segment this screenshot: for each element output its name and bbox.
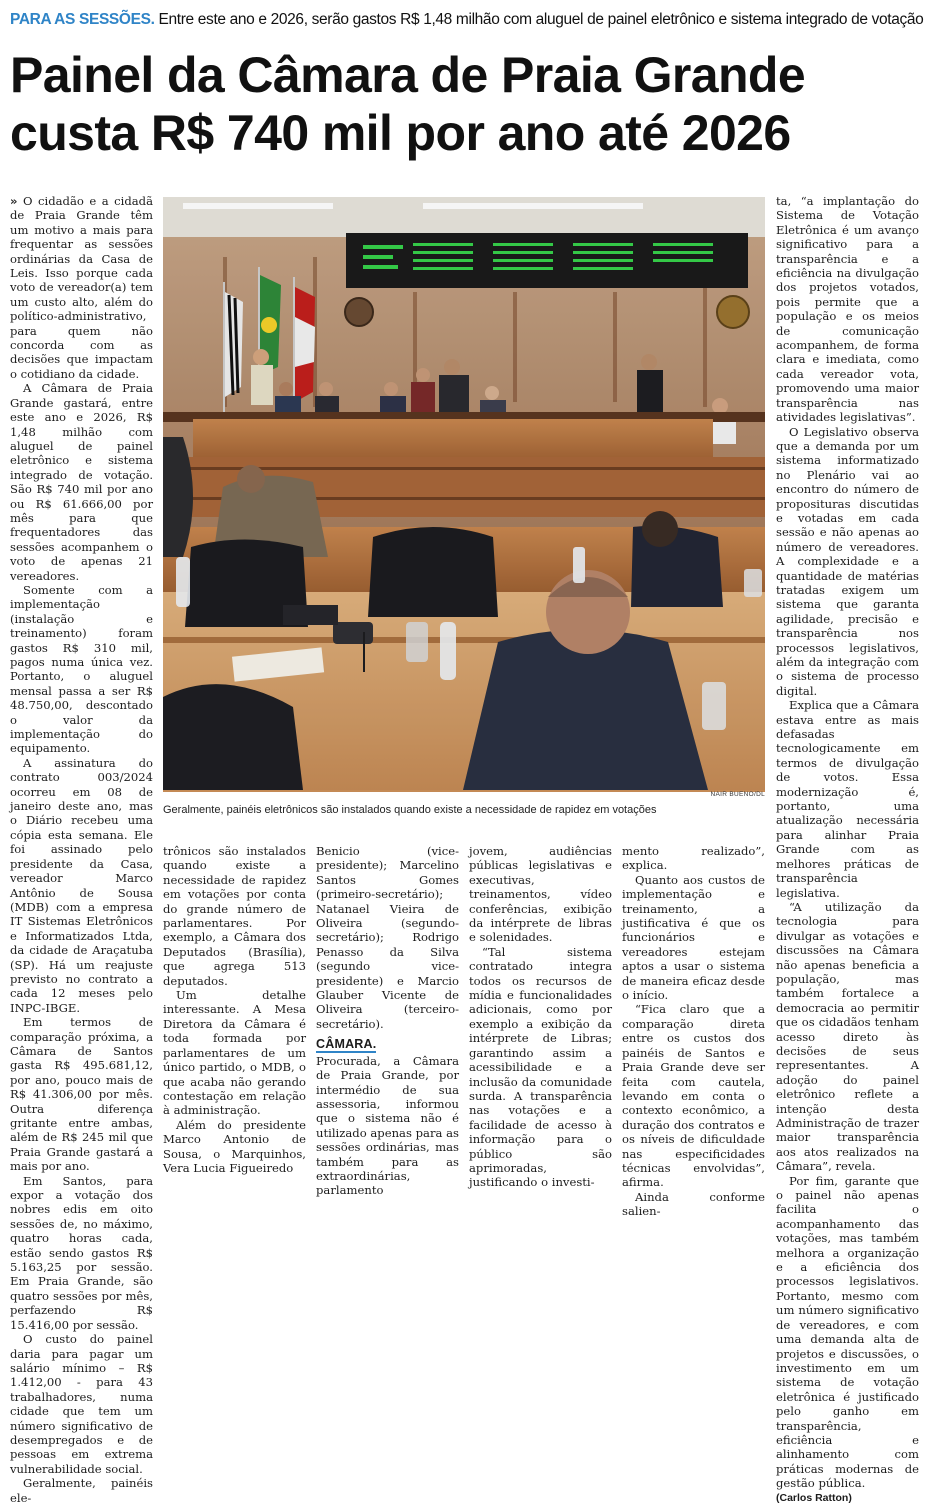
plenary-photo bbox=[163, 197, 765, 790]
paragraph: » O cidadão e a cidadã de Praia Grande têm um motivo a mais para frequentar as sessões ordinárias da Casa de Leis. Isso porque cada voto de vereador(a) tem um custo alto, além do político-administrativo, para quem não concorda com as decisões que impactam o cotidiano da cidade. bbox=[10, 194, 153, 381]
paragraph: Geralmente, painéis ele- bbox=[10, 1476, 153, 1505]
article-column-2 bbox=[163, 844, 306, 1175]
paragraph: jovem, audiências públicas legislativas e executivas, treinamentos, vídeo conferências, exibição da intérprete de libras e solenidades. bbox=[469, 844, 612, 945]
paragraph: Além do presidente Marco Antonio de Sousa, o Marquinhos, Vera Lucia Figueiredo bbox=[163, 1117, 306, 1175]
deck-text: Entre este ano e 2026, serão gastos R$ 1,48 milhão com aluguel de painel eletrônico e sistema integrado de votação bbox=[154, 11, 924, 28]
headline-line-2: custa R$ 740 mil por ano até 2026 bbox=[10, 105, 791, 161]
paragraph: ta, “a implantação do Sistema de Votação Eletrônica é um avanço significativo para a transparência e a eficiência na divulgação dos projetos votados, pois permite que a população e os meios de comunicação acompanhem, de forma clara e imediata, como cada vereador vota, promovendo uma maior transparência nas atividades legislativas”. bbox=[776, 194, 919, 425]
paragraph: trônicos são instalados quando existe a necessidade de rapidez em votações por conta do grande número de parlamentares. Por exemplo, a Câmara dos Deputados (Brasília), que agrega 513 deputados. bbox=[163, 844, 306, 988]
article-column-3 bbox=[316, 844, 459, 1198]
kicker-line bbox=[10, 9, 925, 33]
article-column-5 bbox=[622, 844, 765, 1219]
paragraph: mento realizado”, explica. bbox=[622, 844, 765, 873]
headline bbox=[10, 46, 925, 162]
article-column-4 bbox=[469, 844, 612, 1190]
paragraph: Quanto aos custos de implementação e treinamento, a justificativa é que os funcionários e vereadores estejam aptos a usar o sistema de maneira eficaz desde o início. bbox=[622, 872, 765, 1003]
paragraph: Explica que a Câmara estava entre as mais defasadas tecnologicamente em termos de divulgação de votos. Essa modernização é, portanto, uma atualização necessária para alinhar Praia Grande com as melhores práticas de transparência legislativa. bbox=[776, 698, 919, 900]
article-column-6 bbox=[776, 194, 919, 1504]
paragraph: “Tal sistema contratado integra todos os recursos de mídia e funcionalidades adicionais, como por exemplo a exibição da intérprete de Libras; garantindo assim a acessibilidade e a inclusão da comunidade surda. A transparência nas votações e a facilidade de acesso à informação para o público são aprimoradas, justificando o investi- bbox=[469, 944, 612, 1190]
paragraph: Somente com a implementação (instalação e treinamento) foram gastos R$ 310 mil, pagos numa única vez. Portanto, o aluguel mensal passa a ser R$ 48.750,00, descontado o valor da implementação do equipamento. bbox=[10, 582, 153, 756]
paragraph: Ainda conforme salien- bbox=[622, 1189, 765, 1219]
paragraph: “A utilização da tecnologia para divulgar as votações e discussões na Câmara não apenas beneficia a população, mas também fortalece a democracia ao permitir que os cidadãos tenham acesso direto às decisões de seus representantes. A adoção do painel eletrônico reflete a intenção desta Administração de trazer maior transparência aos atos realizados na Câmara”, revela. bbox=[776, 899, 919, 1174]
subhead: CÂMARA. bbox=[316, 1037, 377, 1052]
author-signature: (Carlos Ratton) bbox=[776, 1491, 852, 1504]
paragraph: “Fica claro que a comparação direta entre os custos dos painéis de Santos e Praia Grande deve ser feita com cautela, levando em conta o contexto econômico, a duração dos contratos e os níveis de dificuldade nas especificidades técnicas envolvidas”, afirma. bbox=[622, 1002, 765, 1190]
paragraph: Procurada, a Câmara de Praia Grande, por intermédio de sua assessoria, informou que o sistema não é utilizado apenas para as sessões ordinárias, mas também para as extraordinárias, parlamento bbox=[316, 1053, 459, 1198]
paragraph: Um detalhe interessante. A Mesa Diretora da Câmara é toda formada por parlamentares de um único partido, o MDB, o que acaba não gerando contestação em relação à administração. bbox=[163, 988, 306, 1118]
arrow-icon: » bbox=[10, 194, 18, 208]
photo-caption: Geralmente, painéis eletrônicos são instalados quando existe a necessidade de rapidez em votações bbox=[163, 804, 657, 816]
paragraph: Benicio (vice-presidente); Marcelino Santos Gomes (primeiro-secretário); Natanael Vieira de Oliveira (segundo-secretário); Rodrigo Penasso da Silva (segundo vice-presidente) e Marcio Glauber Vicente de Oliveira (terceiro-secretário). bbox=[316, 844, 459, 1031]
section-tag: PARA AS SESSÕES. bbox=[10, 11, 155, 28]
photo-credit: NAIR BUENO/DL bbox=[710, 791, 765, 798]
paragraph: Por fim, garante que o painel não apenas facilita o acompanhamento das votações, mas também melhora a organização e a eficiência dos processos legislativos. Portanto, mesmo com um número significativo de vereadores, e com uma demanda alta de projetos e discussões, o investimento em um sistema de votação eletrônica é justificado pelo ganho em transparência, eficiência e alinhamento com práticas modernas de gestão pública. bbox=[776, 1173, 919, 1491]
paragraph: Em Santos, para expor a votação dos nobres edis em oito sessões de, no máximo, quatro horas cada, estão sendo gastos R$ 5.163,25 por sessão. Em Praia Grande, são quatro sessões por mês, perfazendo R$ 15.416,00 por sessão. bbox=[10, 1173, 153, 1332]
paragraph: A Câmara de Praia Grande gastará, entre este ano e 2026, R$ 1,48 milhão com aluguel de painel eletrônico e sistema integrado de votação. São R$ 740 mil por ano ou R$ 61.666,00 por mês para que frequentadores das sessões acompanhem o voto de apenas 21 vereadores. bbox=[10, 381, 153, 583]
article-column-1 bbox=[10, 194, 153, 1505]
headline-line-1: Painel da Câmara de Praia Grande bbox=[10, 47, 806, 103]
paragraph: Em termos de comparação próxima, a Câmara de Santos gasta R$ 495.681,12, por ano, pouco mais de R$ 41.306,00 por mês. Outra diferença gritante entre ambas, além de R$ 245 mil que Praia Grande gastará a mais por ano. bbox=[10, 1015, 153, 1174]
paragraph: O Legislativo observa que a demanda por um sistema informatizado no Plenário vai ao encontro do número de proposituras discutidas e votadas em cada sessão e não apenas ao número de vereadores. A complexidade e a quantidade de matérias tratadas exigem um sistema que garanta agilidade, precisão e transparência nos processos legislativos, além da integração com o sistema de processo digital. bbox=[776, 424, 919, 698]
paragraph: O custo do painel daria para pagar um salário mínimo – R$ 1.412,00 - para 43 trabalhadores, numa cidade que tem um número significativo de desempregados e de pessoas em extrema vulnerabilidade social. bbox=[10, 1332, 153, 1476]
paragraph: A assinatura do contrato 003/2024 ocorreu em 08 de janeiro deste ano, mas o Diário recebeu uma cópia esta semana. Ele foi assinado pelo presidente da Casa, vereador Marco Antônio de Sousa (MDB) com a empresa IT Sistemas Eletrônicos e Informatizados Ltda, da cidade de Araçatuba (SP). Há um reajuste previsto no contrato a cada 12 meses pelo INPC-IBGE. bbox=[10, 755, 153, 1015]
